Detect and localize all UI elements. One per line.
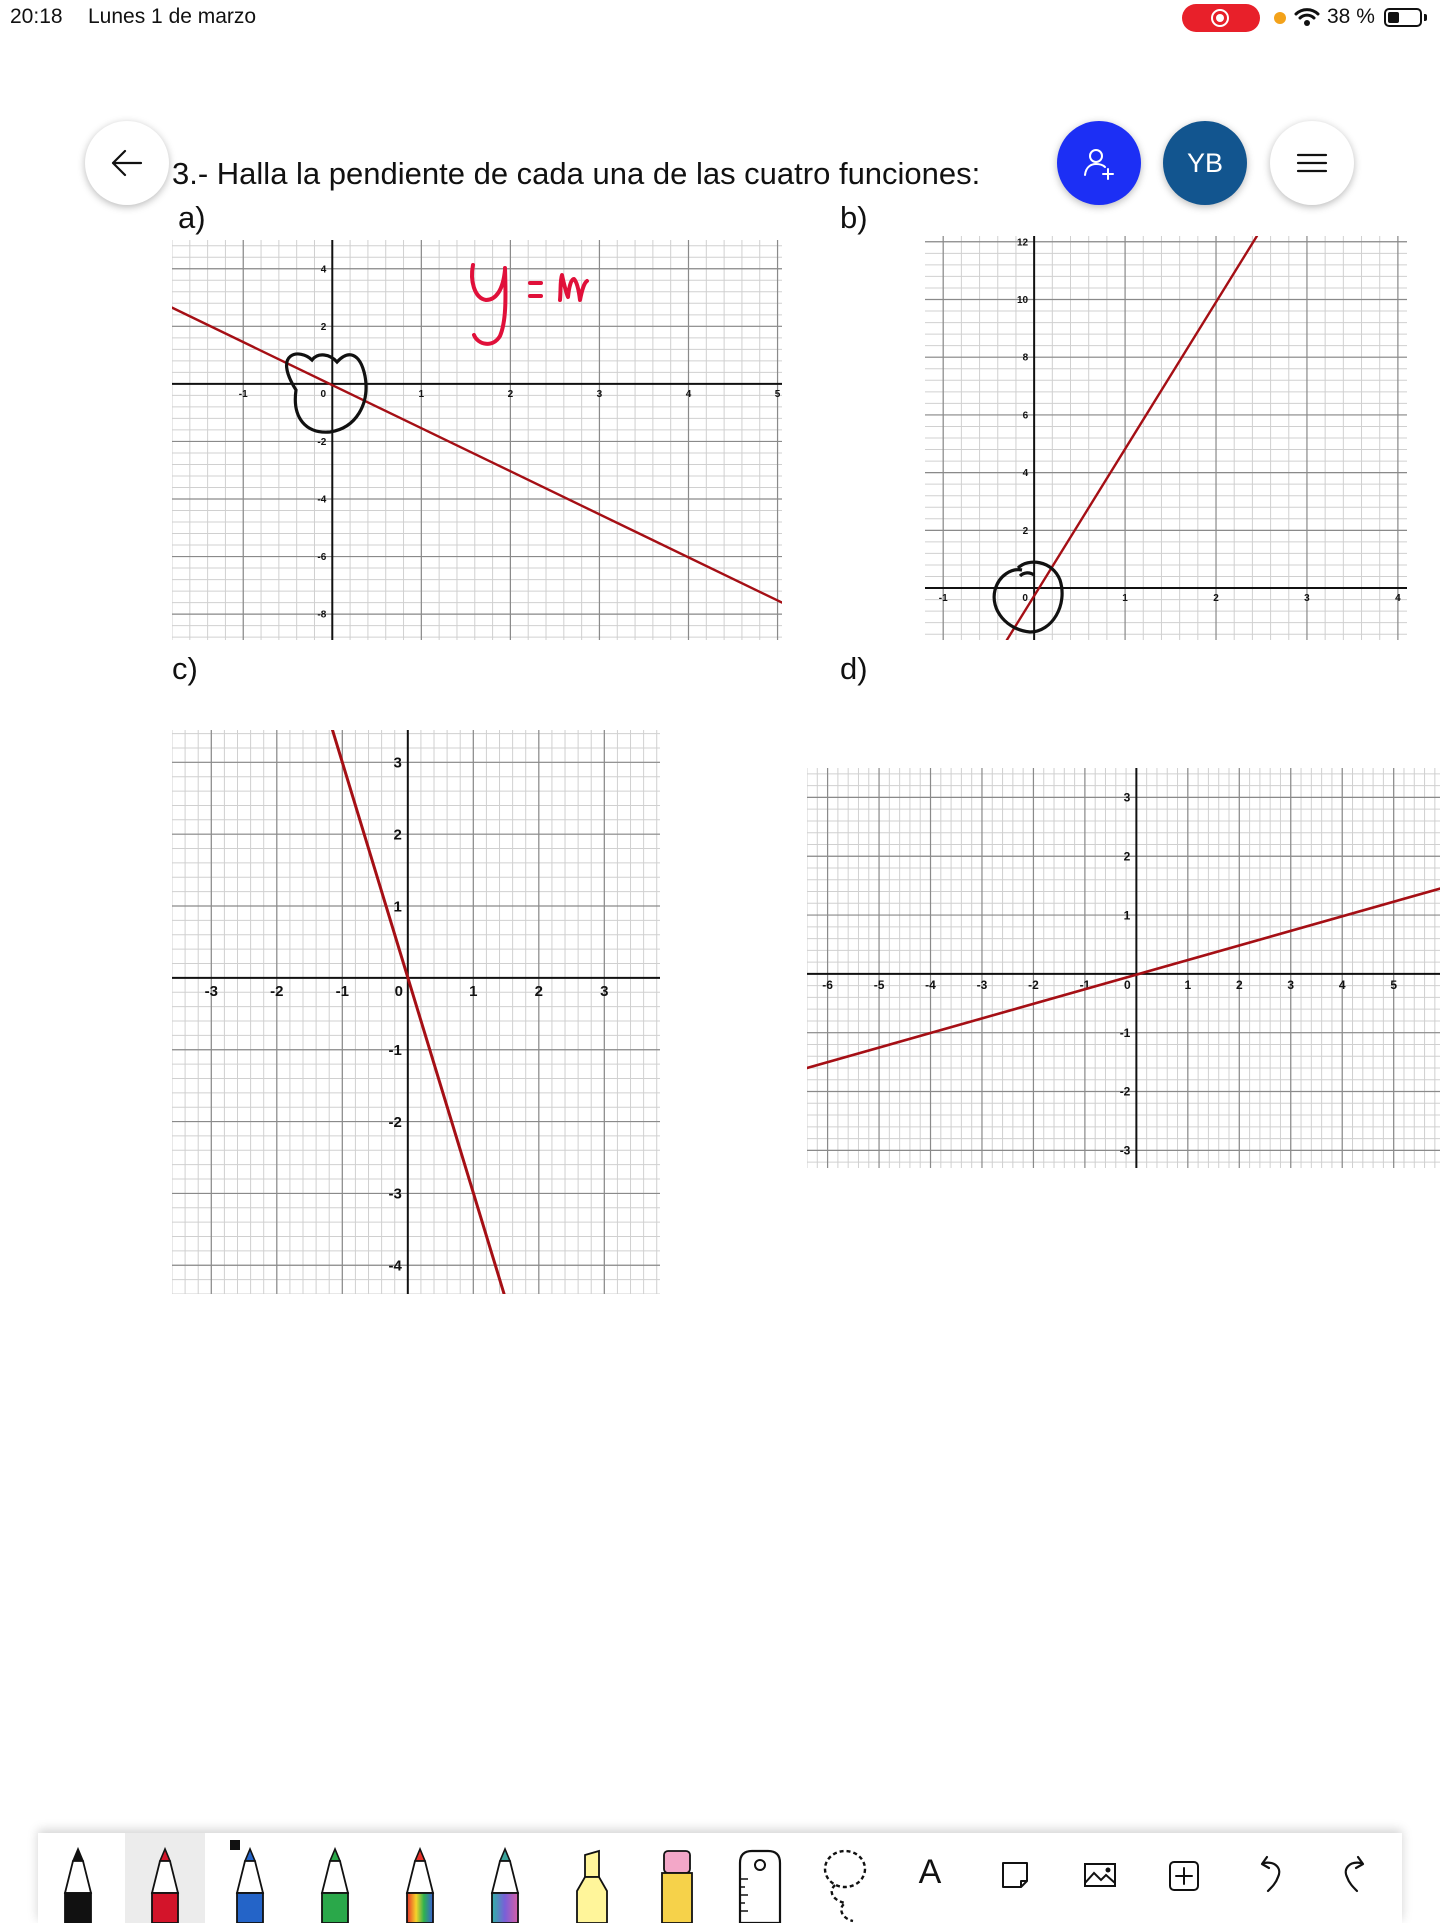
- y-tick-label: 6: [1022, 410, 1029, 422]
- pen-icon: [130, 1833, 200, 1923]
- x-tick-label: -2: [270, 982, 284, 1000]
- x-tick-label: -3: [976, 977, 988, 992]
- y-tick-label: 1: [393, 898, 402, 916]
- x-tick-label: 0: [1124, 977, 1131, 992]
- pen-tool-galaxy[interactable]: [465, 1833, 545, 1923]
- x-tick-label: 1: [469, 982, 478, 1000]
- sticky-note-icon: [985, 1833, 1045, 1923]
- y-tick-label: 2: [393, 826, 402, 844]
- x-tick-label: -1: [938, 593, 948, 605]
- x-tick-label: 3: [596, 388, 603, 400]
- handwriting-y-equals-m: [472, 265, 587, 344]
- y-tick-label: -4: [317, 494, 327, 506]
- image-icon: [1070, 1833, 1130, 1923]
- x-tick-label: 2: [1235, 977, 1243, 992]
- redo-button[interactable]: [1315, 1833, 1395, 1923]
- y-tick-label: -2: [317, 436, 327, 448]
- y-tick-label: 2: [1022, 525, 1029, 537]
- pen-tool-red[interactable]: [125, 1833, 205, 1923]
- x-tick-label: 0: [320, 388, 327, 400]
- x-tick-label: 2: [1213, 593, 1219, 605]
- battery-percentage: 38 %: [1327, 5, 1375, 28]
- y-tick-label: 1: [1123, 908, 1131, 923]
- x-tick-label: 2: [534, 982, 543, 1000]
- lasso-icon: [815, 1833, 875, 1923]
- x-tick-label: -1: [1079, 977, 1091, 992]
- pen-tool-rainbow[interactable]: [380, 1833, 460, 1923]
- status-time: 20:18: [10, 5, 63, 28]
- x-tick-label: -4: [925, 977, 936, 992]
- redo-icon: [1325, 1833, 1385, 1923]
- x-tick-label: 1: [1122, 593, 1128, 605]
- image-tool[interactable]: [1060, 1833, 1140, 1923]
- text-tool[interactable]: [890, 1833, 970, 1923]
- pen-icon: [215, 1833, 285, 1923]
- undo-button[interactable]: [1230, 1833, 1310, 1923]
- y-tick-label: -1: [1119, 1025, 1131, 1040]
- sticky-note-tool[interactable]: [975, 1833, 1055, 1923]
- y-tick-label: 8: [1022, 352, 1029, 364]
- y-tick-label: 2: [320, 321, 327, 333]
- y-tick-label: -4: [388, 1257, 402, 1275]
- y-tick-label: -6: [317, 552, 327, 564]
- lasso-tool[interactable]: [805, 1833, 885, 1923]
- add-tool[interactable]: [1145, 1833, 1225, 1923]
- y-tick-label: 3: [393, 754, 402, 772]
- pen-tool-green[interactable]: [295, 1833, 375, 1923]
- x-tick-label: -2: [1028, 977, 1039, 992]
- x-tick-label: -3: [204, 982, 218, 1000]
- x-tick-label: -1: [238, 388, 248, 400]
- label-c: c): [172, 651, 198, 686]
- y-tick-label: 4: [320, 264, 327, 276]
- undo-icon: [1240, 1833, 1300, 1923]
- label-a: a): [178, 200, 206, 235]
- selected-pen-indicator: [230, 1840, 240, 1850]
- x-tick-label: -5: [873, 977, 885, 992]
- x-tick-label: 3: [600, 982, 609, 1000]
- y-tick-label: 4: [1022, 468, 1029, 480]
- avatar-initials: YB: [1186, 147, 1224, 178]
- pen-tool-blue[interactable]: [210, 1833, 290, 1923]
- circle-annotation-b: [994, 562, 1062, 632]
- y-tick-label: -2: [388, 1113, 402, 1131]
- x-tick-label: 0: [1022, 593, 1028, 605]
- ruler-icon: [730, 1833, 790, 1923]
- x-tick-label: -6: [822, 977, 833, 992]
- pen-icon: [300, 1833, 370, 1923]
- y-tick-label: 12: [1017, 237, 1029, 249]
- x-tick-label: 5: [1390, 977, 1398, 992]
- x-tick-label: 4: [1395, 593, 1401, 605]
- y-tick-label: 10: [1017, 294, 1029, 306]
- x-tick-label: 0: [394, 982, 403, 1000]
- y-tick-label: -1: [388, 1041, 402, 1059]
- pen-tool-black[interactable]: [38, 1833, 118, 1923]
- x-tick-label: 3: [1287, 977, 1295, 992]
- y-tick-label: -8: [317, 609, 327, 621]
- x-tick-label: -1: [335, 982, 349, 1000]
- label-b: b): [840, 200, 868, 235]
- pen-icon: [470, 1833, 540, 1923]
- highlighter-icon: [557, 1833, 627, 1923]
- status-date: Lunes 1 de marzo: [88, 5, 257, 28]
- text-icon: A: [918, 1853, 942, 1891]
- y-tick-label: 2: [1123, 849, 1131, 864]
- pen-icon: [43, 1833, 113, 1923]
- x-tick-label: 1: [1184, 977, 1192, 992]
- x-tick-label: 5: [774, 388, 781, 400]
- y-tick-label: -2: [1119, 1084, 1131, 1099]
- x-tick-label: 4: [1338, 977, 1346, 992]
- drawing-toolbar: [38, 1833, 1402, 1923]
- pen-icon: [385, 1833, 455, 1923]
- x-tick-label: 3: [1304, 593, 1310, 605]
- y-tick-label: 3: [1123, 790, 1131, 805]
- pen-tool-highlighter[interactable]: [552, 1833, 632, 1923]
- label-d: d): [840, 651, 868, 686]
- add-icon: [1155, 1833, 1215, 1923]
- exercise-title: 3.- Halla la pendiente de cada una de las cuatro funciones:: [172, 156, 981, 191]
- y-tick-label: -3: [1119, 1143, 1131, 1158]
- x-tick-label: 2: [507, 388, 514, 400]
- circle-annotation-a: [287, 354, 366, 432]
- x-tick-label: 1: [418, 388, 425, 400]
- pen-tool-eraser[interactable]: [637, 1833, 717, 1923]
- ruler-tool[interactable]: [720, 1833, 800, 1923]
- eraser-icon: [642, 1833, 712, 1923]
- y-tick-label: -3: [388, 1185, 402, 1203]
- x-tick-label: 4: [685, 388, 692, 400]
